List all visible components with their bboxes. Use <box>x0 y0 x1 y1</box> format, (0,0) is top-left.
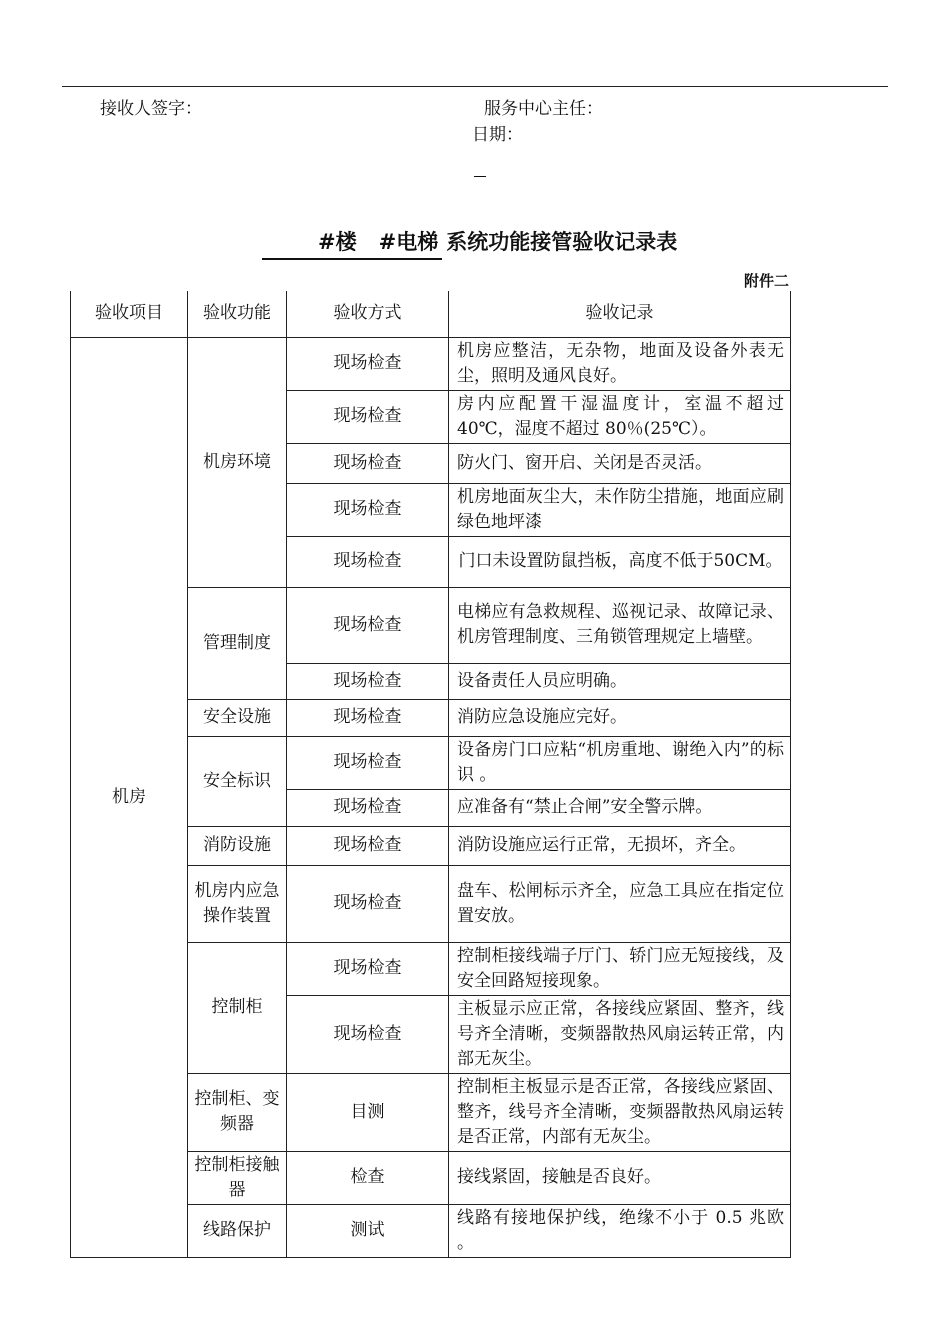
title-rest: 系统功能接管验收记录表 <box>446 230 678 254</box>
annex-label: 附件二 <box>743 272 789 290</box>
method-cell: 现场检查 <box>287 390 449 443</box>
record-cell: 控制柜接线端子厅门、轿门应无短接线，及安全回路短接现象。 <box>449 942 791 995</box>
record-cell: 消防设施应运行正常，无损坏，齐全。 <box>449 826 791 865</box>
function-cell: 控制柜、变频器 <box>188 1073 287 1151</box>
function-cell: 机房环境 <box>188 337 287 587</box>
record-cell: 设备责任人员应明确。 <box>449 663 791 699</box>
page-title <box>262 226 677 260</box>
record-cell: 盘车、松闸标示齐全，应急工具应在指定位置安放。 <box>449 865 791 942</box>
record-cell: 控制柜主板显示是否正常，各接线应紧固、整齐，线号齐全清晰，变频器散热风扇运转是否正常，内部有无灰尘。 <box>449 1073 791 1151</box>
method-cell: 现场检查 <box>287 587 449 663</box>
function-cell: 安全设施 <box>188 699 287 736</box>
function-cell: 管理制度 <box>188 587 287 699</box>
record-cell: 房内应配置干湿温度计，室温不超过40℃，湿度不超过 80％(25℃）。 <box>449 390 791 443</box>
table-row <box>71 337 791 390</box>
method-cell: 测试 <box>287 1204 449 1257</box>
method-cell: 现场检查 <box>287 337 449 390</box>
function-cell: 机房内应急操作装置 <box>188 865 287 942</box>
record-cell: 门口未设置防鼠挡板，高度不低于50CM。 <box>449 536 791 587</box>
method-cell: 目测 <box>287 1073 449 1151</box>
title-elevator: #电梯 <box>378 230 439 254</box>
record-cell: 电梯应有急救规程、巡视记录、故障记录、机房管理制度、三角锁管理规定上墙壁。 <box>449 587 791 663</box>
method-cell: 现场检查 <box>287 865 449 942</box>
method-cell: 现场检查 <box>287 826 449 865</box>
column-header: 验收项目 <box>71 291 188 337</box>
method-cell: 现场检查 <box>287 942 449 995</box>
function-cell: 控制柜 <box>188 942 287 1073</box>
column-header: 验收记录 <box>449 291 791 337</box>
record-cell: 机房地面灰尘大，未作防尘措施，地面应刷绿色地坪漆 <box>449 483 791 536</box>
record-cell: 防火门、窗开启、关闭是否灵活。 <box>449 443 791 483</box>
acceptance-record-table <box>70 291 791 1258</box>
method-cell: 现场检查 <box>287 736 449 789</box>
function-cell: 安全标识 <box>188 736 287 826</box>
record-cell: 设备房门口应粘“机房重地、谢绝入内”的标识 。 <box>449 736 791 789</box>
director-label: 服务中心主任： <box>484 99 603 119</box>
project-cell: 机房 <box>71 337 188 1257</box>
top-rule <box>62 86 888 87</box>
receiver-signature-label: 接收人签字： <box>100 99 202 119</box>
method-cell: 现场检查 <box>287 699 449 736</box>
record-cell: 接线紧固，接触是否良好。 <box>449 1151 791 1204</box>
method-cell: 现场检查 <box>287 536 449 587</box>
column-header: 验收方式 <box>287 291 449 337</box>
method-cell: 现场检查 <box>287 663 449 699</box>
method-cell: 现场检查 <box>287 995 449 1073</box>
function-cell: 控制柜接触器 <box>188 1151 287 1204</box>
title-underlined-part <box>262 226 442 260</box>
method-cell: 现场检查 <box>287 483 449 536</box>
record-cell: 线路有接地保护线，绝缘不小于 0.5 兆欧 。 <box>449 1204 791 1257</box>
table-header-row <box>71 291 791 337</box>
record-cell: 机房应整洁，无杂物，地面及设备外表无尘，照明及通风良好。 <box>449 337 791 390</box>
dash-mark <box>474 176 486 177</box>
date-label: 日期： <box>472 125 523 145</box>
method-cell: 检查 <box>287 1151 449 1204</box>
record-cell: 主板显示应正常，各接线应紧固、整齐，线号齐全清晰，变频器散热风扇运转正常，内部无灰尘。 <box>449 995 791 1073</box>
record-cell: 消防应急设施应完好。 <box>449 699 791 736</box>
function-cell: 线路保护 <box>188 1204 287 1257</box>
title-building: #楼 <box>318 230 357 254</box>
method-cell: 现场检查 <box>287 789 449 826</box>
function-cell: 消防设施 <box>188 826 287 865</box>
method-cell: 现场检查 <box>287 443 449 483</box>
column-header: 验收功能 <box>188 291 287 337</box>
record-cell: 应准备有“禁止合闸”安全警示牌。 <box>449 789 791 826</box>
